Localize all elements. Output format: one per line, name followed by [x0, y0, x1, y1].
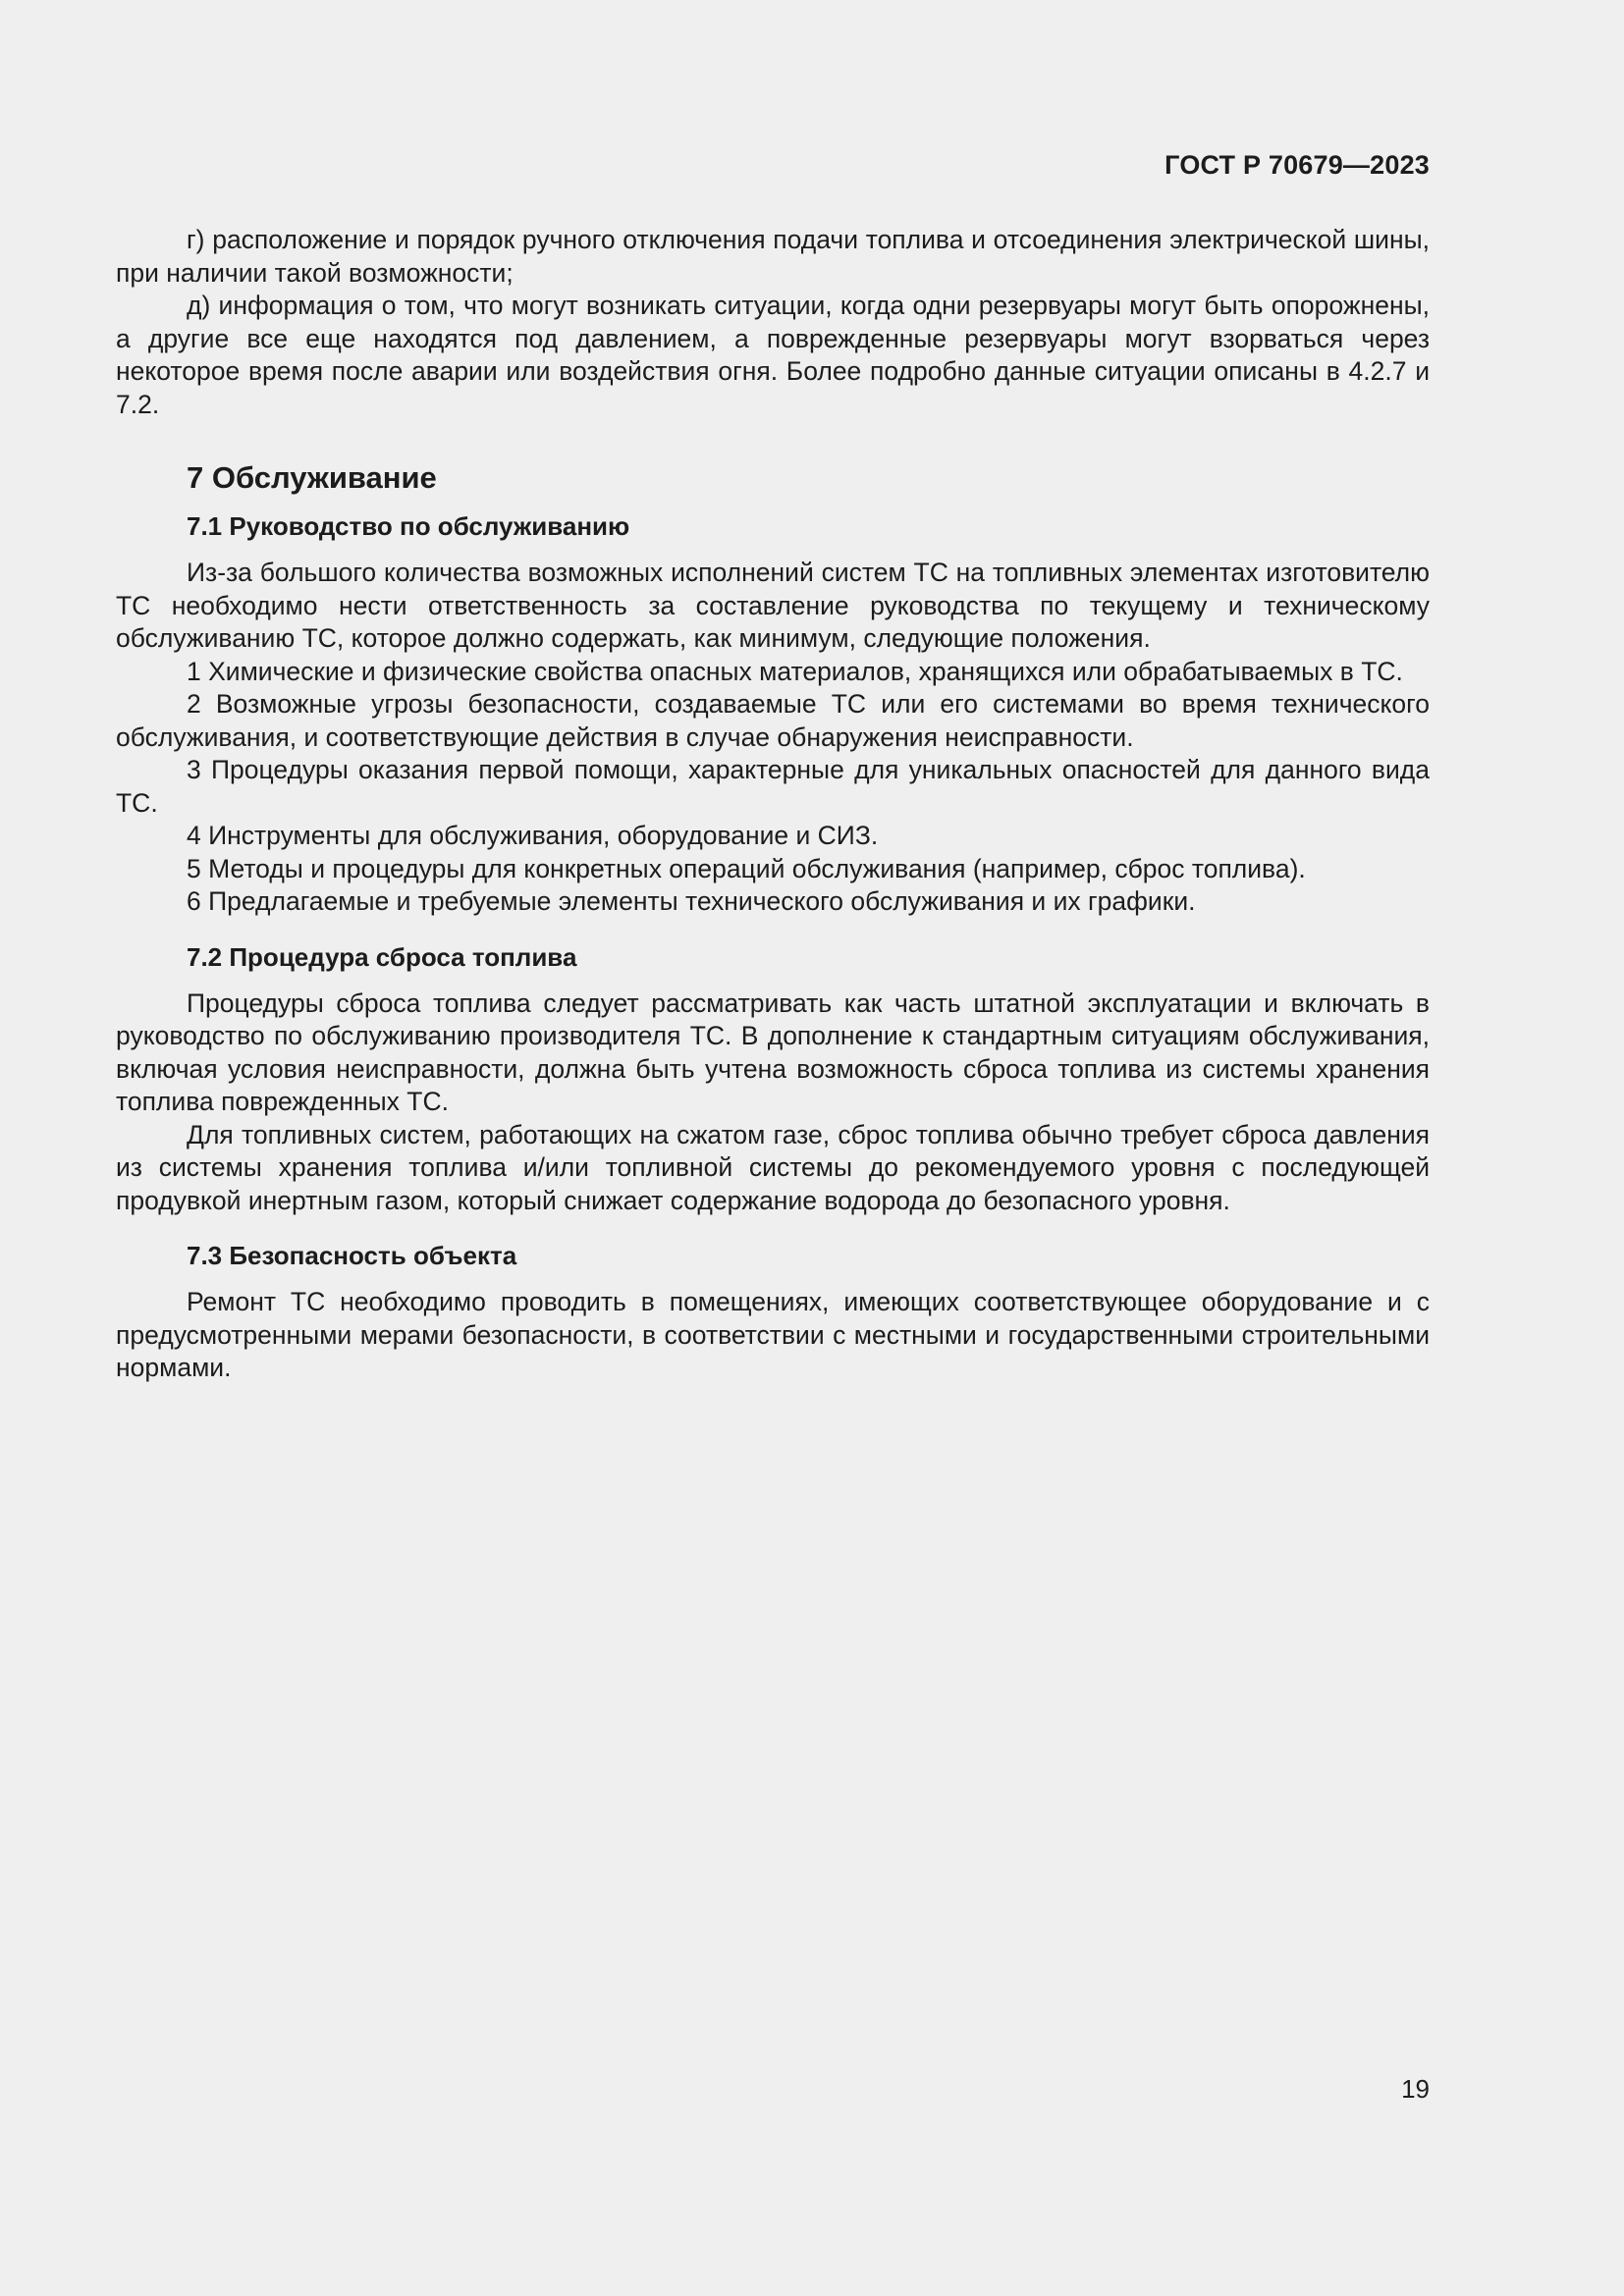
section-7-2-heading: 7.2 Процедура сброса топлива [187, 941, 577, 972]
section-7-2-paragraph-1: Процедуры сброса топлива следует рассматривать как часть штатной эксплуатации и включать в руководство по обслуживанию производителя ТС. В дополнение к стандартным ситуациям обслуживания, включая условия неисправности, должна быть учтена возможность сброса топлива из системы хранения топлива поврежденных ТС. [116, 988, 1430, 1116]
section-7-3-heading: 7.3 Безопасность объекта [187, 1241, 517, 1270]
section-7-1-heading: 7.1 Руководство по обслуживанию [187, 511, 630, 541]
page-content [116, 224, 1430, 1385]
provision-item-3: 3 Процедуры оказания первой помощи, характерные для уникальных опасностей для данного вида ТС. [116, 755, 1430, 818]
provision-item-1: 1 Химические и физические свойства опасных материалов, хранящихся или обрабатываемых в ТС. [187, 656, 1403, 686]
provision-item-4: 4 Инструменты для обслуживания, оборудование и СИЗ. [187, 821, 879, 850]
section-7-3-paragraph-1: Ремонт ТС необходимо проводить в помещениях, имеющих соответствующее оборудование и с предусмотренными мерами безопасности, в соответствии с местными и государственными строительными нормами. [116, 1287, 1430, 1382]
page-number: 19 [1401, 2074, 1430, 2104]
provision-item-5: 5 Методы и процедуры для конкретных операций обслуживания (например, сброс топлива). [187, 853, 1306, 883]
list-item-d: д) информация о том, что могут возникать ситуации, когда одни резервуары могут быть опорожнены, а другие все еще находятся под давлением, а поврежденные резервуары могут взорваться через некоторое время после аварии или воздействия огня. Более подробно данные ситуации описаны в 4.2.7 и 7.2. [116, 291, 1430, 419]
section-7-2-paragraph-2: Для топливных систем, работающих на сжатом газе, сброс топлива обычно требует сброса давления из системы хранения топлива и/или топливной системы до рекомендуемого уровня с последующей продувкой инертным газом, который снижает содержание водорода до безопасного уровня. [116, 1119, 1430, 1215]
standard-id-header: ГОСТ Р 70679—2023 [1164, 150, 1430, 180]
section-7-1-intro: Из-за большого количества возможных исполнений систем ТС на топливных элементах изготовителю ТС необходимо нести ответственность за составление руководства по текущему и техническому обслуживанию ТС, которое должно содержать, как минимум, следующие положения. [116, 558, 1430, 653]
provision-item-2: 2 Возможные угрозы безопасности, создаваемые ТС или его системами во время технического обслуживания, и соответствующие действия в случае обнаружения неисправности. [116, 689, 1430, 752]
list-item-g: г) расположение и порядок ручного отключения подачи топлива и отсоединения электрической шины, при наличии такой возможности; [116, 225, 1430, 288]
section-7-heading: 7 Обслуживание [187, 460, 437, 495]
provision-item-6: 6 Предлагаемые и требуемые элементы технического обслуживания и их графики. [187, 886, 1196, 916]
